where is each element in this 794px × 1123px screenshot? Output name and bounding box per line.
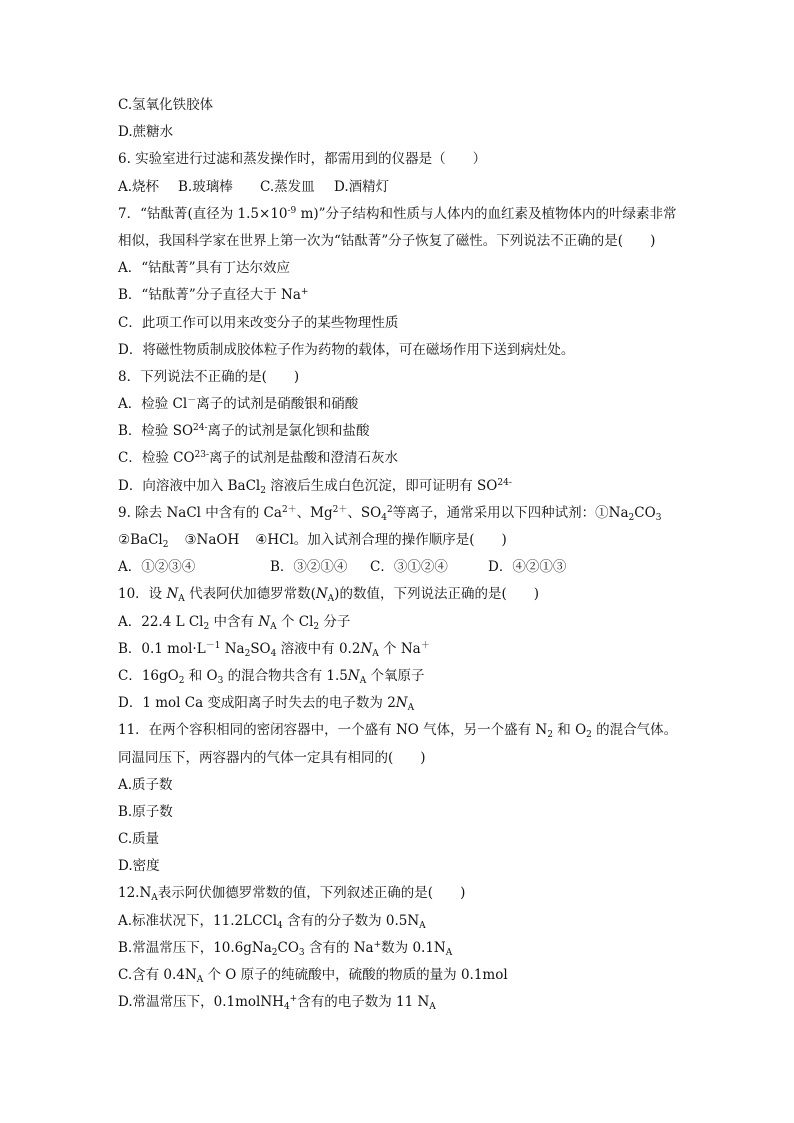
question-6-options: A.烧杯 B.玻璃棒 C.蒸发皿 D.酒精灯 — [118, 178, 390, 195]
question-8-stem: 8．下列说法不正确的是( ) — [118, 368, 300, 385]
question-11-option-b: B.原子数 — [118, 803, 173, 820]
line-option-c: C.氢氧化铁胶体 — [118, 97, 214, 113]
question-9-stem: 9. 除去 NaCl 中含有的 $Ca^{2+}$、$Mg^{2+}$、$SO_4^2$等离子，通常采用以下四种试剂：$①Na_2CO_3$ — [118, 504, 662, 523]
question-7-option-d: D．将磁性物质制成胶体粒子作为药物的载体，可在磁场作用下送到病灶处。 — [118, 341, 575, 358]
question-12-option-d: D.常温常压下，0.1molNH$_4$+含有的电子数为 11 $N_A$ — [118, 994, 436, 1013]
question-8-option-a: A．检验 Cl－离子的试剂是硝酸银和硝酸 — [118, 396, 359, 413]
question-10-option-d: D．1 mol Ca 变成阳离子时失去的电子数为 $2N_A$ — [118, 695, 415, 714]
question-7-stem: 7．“钴酞菁(直径为 $1.5\times 10^{-9}$ m)”分子结构和性质与人体内的血红素及植物体内的叶绿素非常 — [118, 205, 677, 222]
question-8-option-d: D．向溶液中加入 BaCl$_2$ 溶液后生成白色沉淀，即可证明有 $SO^{24-}$ — [118, 477, 512, 496]
document-body — [118, 92, 678, 1016]
question-11-stem: 11．在两个容积相同的密闭容器中，一个盛有 NO 气体，另一个盛有 $N_2$ 和 $O_2$ 的混合气体。 — [118, 722, 678, 741]
question-7-stem-cont: 相似，我国科学家在世界上第一次为“钴酞菁”分子恢复了磁性。下列说法不正确的是( ) — [118, 232, 656, 249]
question-12-option-a: A.标准状况下，11.2LCCl$_4$ 含有的分子数为 $0.5N_A$ — [118, 912, 426, 931]
question-6-stem: 6. 实验室进行过滤和蒸发操作时，都需用到的仪器是（ ） — [118, 151, 487, 168]
question-10-option-c: C．$16gO_2$ 和 $O_3$ 的混合物共含有 $1.5N_A$ 个氧原子 — [118, 667, 425, 686]
question-8-option-b: B．检验 $SO^{24-}$离子的试剂是氯化钡和盐酸 — [118, 423, 370, 440]
line-option-d: D.蔗糖水 — [118, 124, 174, 141]
question-11-option-d: D.密度 — [118, 858, 160, 875]
question-11-option-c: C.质量 — [118, 831, 160, 848]
question-9-stem-cont: ②BaCl$_2$ ③NaOH ④HCl。加入试剂合理的操作顺序是( ) — [118, 532, 507, 550]
question-9-options: A．①②③④ B．③②①④ C．③①②④ D．④②①③ — [118, 559, 567, 576]
question-10-stem: 10．设 $N_A$ 代表阿伏加德罗常数$(N_A)$的数值，下列说法正确的是( ) — [118, 586, 539, 605]
question-12-option-c: C.含有 $0.4N_A$ 个 O 原子的纯硫酸中，硫酸的物质的量为 0.1mol — [118, 967, 508, 985]
question-7-option-b: B．“钴酞菁”分子直径大于 Na+ — [118, 287, 309, 304]
question-10-option-a: A．22.4 L $Cl_2$ 中含有 $N_A$ 个 $Cl_2$ 分子 — [118, 613, 351, 632]
question-11-option-a: A.质子数 — [118, 776, 173, 793]
question-12-stem: $12.N_A$表示阿伏伽德罗常数的值，下列叙述正确的是( ) — [118, 885, 466, 904]
question-12-option-b: B.常温常压下，$10.6gNa_2CO_3$ 含有的 Na+数为 $0.1N_A$ — [118, 939, 453, 958]
question-7-option-c: C．此项工作可以用来改变分子的某些物理性质 — [118, 314, 399, 331]
question-11-stem-cont: 同温同压下，两容器内的气体一定具有相同的( ) — [118, 749, 426, 766]
question-8-option-c: C．检验 $CO^{23-}$离子的试剂是盐酸和澄清石灰水 — [118, 450, 399, 467]
question-10-option-b: B．0.1 $mol\cdot L^{-1}$ $Na_2SO_4$ 溶液中有 $0.2N_A$ 个 Na＋ — [118, 640, 430, 659]
question-7-option-a: A．“钴酞菁”具有丁达尔效应 — [118, 260, 291, 277]
